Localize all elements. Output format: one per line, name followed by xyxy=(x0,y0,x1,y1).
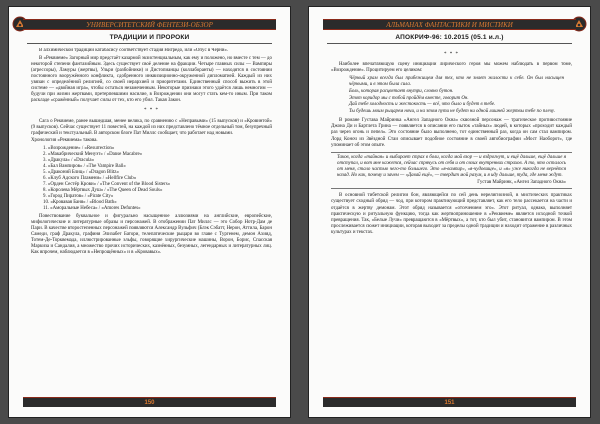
running-header: АЛЬМАНАХ ФАНТАСТИКИ И МИСТИКИ xyxy=(323,19,576,30)
list-item: 4. «Бал Вампиров» / «The Vampire Ball» xyxy=(43,164,126,170)
poem-quote xyxy=(349,76,564,115)
list-item: 2. «Макабрический Менуэт» / «Danse Macabre» xyxy=(43,152,143,158)
list-item: 5. «Драконий Блиц» / «Dragon Blitz» xyxy=(43,170,119,176)
running-header: УНИВЕРСИТЕТСКИЙ ФЕНТЕЗИ-ОБЗОР xyxy=(23,19,276,30)
quote-line: Таков, когда «тайная» и выбирает страх в боли, когда мой взор — и вздрогнут, и ещё дальше, ещё дальше я отступал, и вот мне кажется, сейчас спрячусь от себя и от своих внутренних страхов. А то, что осталось от меня, стало частью чего-то большего. Это «я-вампир», «я-чудовище», и «я» уже никогда не вернётся назад. Но как, почему и зачем — «Давай ещё», — твердит мой разум, и я иду дальше, туда, где меня ждут. xyxy=(337,154,566,178)
quote-line: Дай тебе холодность и жестокость — всё, что было и будет в тебе. xyxy=(349,102,496,108)
right-page-body xyxy=(331,48,572,393)
left-page xyxy=(8,6,291,418)
quote-attribution: Густав Майринк, «Ангел Западного Окна» xyxy=(477,179,566,185)
list-item: 8. «Королева Мёртвых Душ» / «The Queen of Dead Souls» xyxy=(43,188,163,194)
chronology-list xyxy=(43,146,272,212)
section-title: АПОКРИФ-96: 10.2015 (05.1 и.л.) xyxy=(395,34,504,41)
divider xyxy=(327,43,572,44)
list-item: 1. «Возрождение» / «Resurrection» xyxy=(43,146,115,152)
quote-line: Ты будешь моим рыцарем ночи, и на этом пути не будет ни одной лишней жертвы тебе по плечу. xyxy=(349,109,555,115)
page-number: 150 xyxy=(23,397,276,407)
left-page-body xyxy=(31,48,272,393)
paragraph: В «Реквиеме» Загорный мир предстаёт казармой экзистенциальным, как ему и положено, но вместе с тем — до некоторой степени фантазийным. Здесь существует своё деление на фракции. Четыре главных силы — Вампиры (агрессоры), Ламуры (жертвы), Ульри (разбойники) и Дистопианцы (коллаборанты) — находятся в состоянии постоянного вооружённого конфликта, сдобренного инквизиционно-окруженной дипломатией. Каждый из них увязан с определённой религией, со своей иерархией и приоритетами. Единственный способ выжить в этой системе — «двойная игра», чтобы остаться незамеченным. Некоторые признаки этого удаётся лишь немногим — будучи при жизни жертвами, претерпевшими насилие, в Возрождении они могут стать кем-то иным. При таком раскладе «сражённый» получает силы от тех, кто его убил. Такая Закон. xyxy=(31,55,272,104)
paragraph: Наиболее впечатляющую сцену инициации лирического героя мы можем наблюдать в первом томе, «Возрождение». Процитируем его целиком: xyxy=(331,62,572,74)
quote-line: Боль, которая расцветает внутри, словно бутон. xyxy=(349,89,454,95)
list-item: 11. «Аморальные Небеса» / «Amores Defuntes» xyxy=(43,206,141,212)
paragraph: В основной тибетской религии бон, являющейся по сей день нерелигиозной, в мистических практиках существует сходный обряд — чод, при котором практикующий представляет, как его тело рассекается на части и отдаётся в жертву демонам. Этот обряд называется «отсечением эго». Этот ритуал, однако, выполняет практическую и ритуальную функцию, тогда как жертвоприношение в «Реквиеме» является исходной точкой превращения. Так, «Белые Лучи» превращаются в «Мёртвых», а тот, кто был убит, становится вампиром. В этом прослеживается сюжет инициации, которая выходит за пределы одной традиции и находит отражение в различных культурах и текстах. xyxy=(331,193,572,235)
section-separator: * * * xyxy=(144,108,159,114)
quote-line: Чёрный храм всегда был прибежищем для тех, кто не знает жалости к себе. Он был насыщен чёрными, и в этом была сила. xyxy=(349,76,564,88)
block-quote xyxy=(331,152,572,190)
paragraph: Повествование буквальное и фигурально насыщенное аллюзиями на английские, европейские, мифологические и литературные образы и персонажей. В отображении Пат Миллс — это Собор Нотр-Дам де Пари. В качестве второстепенных персонажей появляются Александр Вульфич (Блэк Сэбатт, Нерон, Аттила, Барон Самеди, граф Дракула, графиня Элизабет Батори, телепатические рыцари во главе с Тургенем, демон Ахияд, Тотем-Де-Торквемада, иллюстрированные эльфы, говорящие хирургические машины, Ворон, Борис, Спасская Маркиза и Сандалия, а множество прочих исторических, казнённых, безумных, легендарных и литературных лиц. Как впрочем, наблюдается в «Непрощённых» и в «Кровавых». xyxy=(31,213,272,256)
paragraph: В романе Густава Майринка «Ангел Западного Окна» сквозной персонаж — трагическое противостояние Джона Ди и Бартлета Грина — появляется в описании его пыток «тайных» людей, в которых «проходит каждый раз через огонь и пепел». Это состояние было выполнено, тот единственный раз, когда он сам стал вампиром. Лорд Коноч из Звёздной Стаи описывает подобное состояние в своей автобиографии «Мост Наоборот», где упоминает об этом опыте. xyxy=(331,118,572,148)
list-item: 7. «Орден Сестёр Крови» / «The Convent of the Blood Sisters» xyxy=(43,182,171,188)
quote-line: Этот коридор мы с тобой пройдём вместе, говорит Он. xyxy=(349,95,469,101)
list-item: 3. «Дракула» / «Dracula» xyxy=(43,158,95,164)
page-number: 151 xyxy=(323,397,576,407)
list-item: 9. «Город Пиратов» / «Pirate City» xyxy=(43,194,114,200)
section-title: ТРАДИЦИИ И ПРОРОКИ xyxy=(109,34,190,41)
paragraph: Сага о Реквиеме, ранее вышедшая, менее велика, по сравнению с «Неправыми» (15 выпусков) и «Кровинтой» (9 выпусков). Сейчас существует 11 повестей, на каждой из них представлено тёмное отдельный том, безупречный графический и текстуальный. В авторском блоге Пат Миллс сообщает, что работает над новыми. xyxy=(31,118,272,136)
paragraph: В алхимической традиции катабасису соответствует стадия Нигредо, или «Опус в Черни». xyxy=(39,48,229,53)
list-item: 10. «Кровавая Баня» / «Blood Bath» xyxy=(43,200,117,206)
list-item: 6. «Клуб Адского Пламени» / «Hellfire Club» xyxy=(43,176,137,182)
divider xyxy=(27,43,272,44)
list-title: Хронология «Реквиема» такова. xyxy=(31,138,98,144)
right-page xyxy=(308,6,591,418)
section-separator: * * * xyxy=(444,52,459,57)
